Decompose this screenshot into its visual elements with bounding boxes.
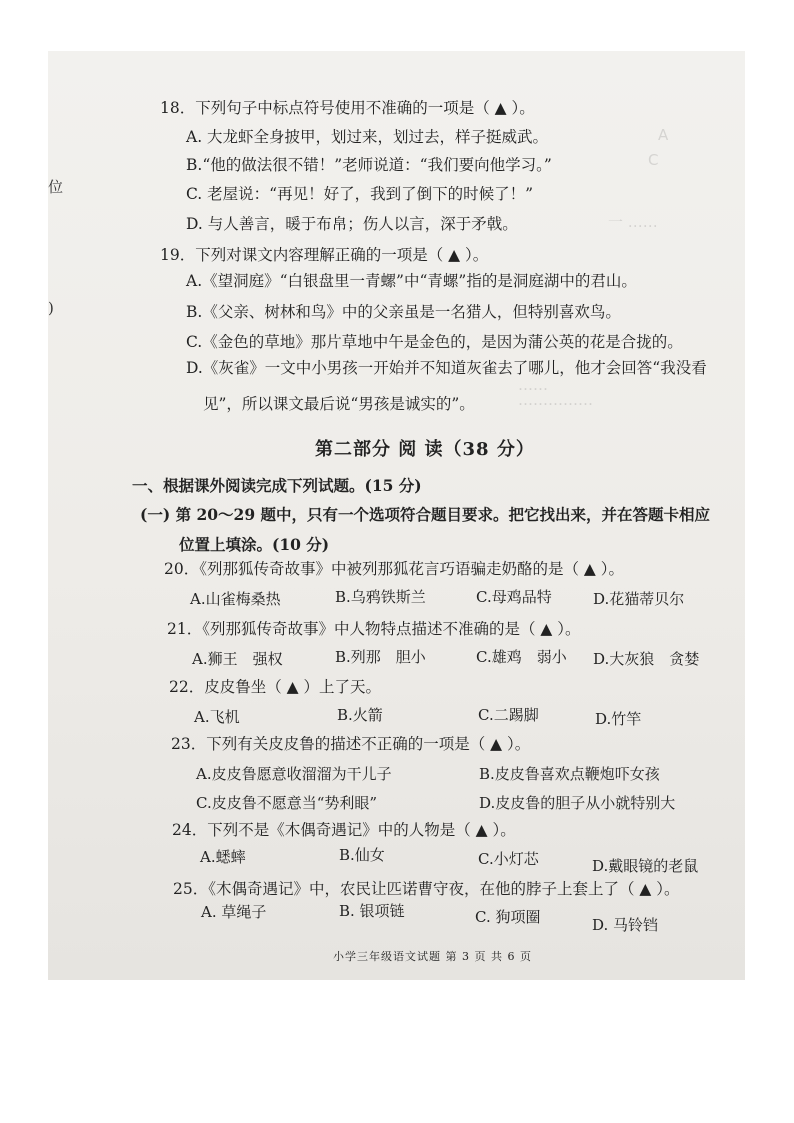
part-two-title: 第二部分 阅 读（38 分）: [315, 439, 535, 460]
margin-fragment: ): [48, 299, 54, 317]
question-22-option-c: C.二踢脚: [478, 706, 539, 724]
question-18-option-c: C. 老屋说：“再见！好了，我到了倒下的时候了！”: [186, 185, 534, 203]
question-20-option-b: B.乌鸦铁斯兰: [335, 588, 426, 606]
question-24-option-c: C.小灯芯: [478, 850, 539, 868]
question-25-option-d: D. 马铃铛: [592, 916, 659, 934]
question-18-option-b: B.“他的做法很不错！”老师说道：“我们要向他学习。”: [186, 156, 552, 174]
question-23-option-d: D.皮皮鲁的胆子从小就特别大: [479, 794, 676, 812]
question-20-option-c: C.母鸡品特: [476, 588, 552, 606]
question-25-stem: 25．《木偶奇遇记》中，农民让匹诺曹守夜，在他的脖子上套上了（ ▲ ）。: [173, 880, 680, 898]
section-one-instruction-line2: 位置上填涂。(10 分): [179, 535, 330, 554]
question-21-option-c: C.雄鸡 弱小: [476, 648, 567, 666]
question-18-option-d: D. 与人善言，暖于布帛；伤人以言，深于矛戟。: [186, 215, 518, 233]
question-20-stem: 20．《列那狐传奇故事》中被列那狐花言巧语骗走奶酪的是（ ▲ ）。: [164, 560, 624, 578]
bleed-through-text: A: [658, 126, 669, 144]
question-23-stem: 23．下列有关皮皮鲁的描述不正确的一项是（ ▲ ）。: [171, 735, 531, 753]
question-20-option-a: A.山雀梅桑热: [190, 590, 281, 608]
exam-page-photo: [48, 51, 745, 980]
question-25-option-b: B. 银项链: [339, 902, 405, 920]
question-19-option-c: C.《金色的草地》那片草地中午是金色的，是因为蒲公英的花是合拢的。: [186, 333, 683, 351]
bleed-through-text: ……: [518, 376, 548, 394]
question-23-option-a: A.皮皮鲁愿意收溜溜为干儿子: [196, 765, 392, 783]
section-one-heading: 一、根据课外阅读完成下列试题。(15 分): [132, 476, 422, 495]
bleed-through-text: C: [648, 151, 659, 169]
question-19-option-b: B.《父亲、树林和鸟》中的父亲虽是一名猎人，但特别喜欢鸟。: [186, 303, 621, 321]
section-one-instruction-line1: (一) 第 20～29 题中，只有一个选项符合题目要求。把它找出来，并在答题卡相应: [140, 505, 710, 524]
bleed-through-text: 一 ……: [608, 213, 658, 231]
margin-fragment: 位: [48, 178, 64, 196]
question-23-option-c: C.皮皮鲁不愿意当“势利眼”: [196, 794, 378, 812]
question-24-option-b: B.仙女: [339, 846, 385, 864]
question-22-option-b: B.火箭: [337, 706, 383, 724]
question-19-option-d-line2: 见”，所以课文最后说“男孩是诚实的”。: [203, 395, 475, 413]
question-24-stem: 24．下列不是《木偶奇遇记》中的人物是（ ▲ ）。: [172, 821, 516, 839]
question-24-option-d: D.戴眼镜的老鼠: [592, 857, 699, 875]
question-19-option-a: A.《望洞庭》“白银盘里一青螺”中“青螺”指的是洞庭湖中的君山。: [186, 272, 637, 290]
question-18-option-a: A. 大龙虾全身披甲，划过来，划过去，样子挺威武。: [186, 128, 549, 146]
bleed-through-text: ……………: [518, 391, 593, 409]
question-21-option-d: D.大灰狼 贪婪: [593, 650, 700, 668]
question-23-option-b: B.皮皮鲁喜欢点鞭炮吓女孩: [479, 765, 660, 783]
question-21-option-b: B.列那 胆小: [335, 648, 426, 666]
question-21-stem: 21．《列那狐传奇故事》中人物特点描述不准确的是（ ▲ ）。: [167, 620, 581, 638]
question-22-option-d: D.竹竿: [595, 710, 642, 728]
question-24-option-a: A.蟋蟀: [200, 848, 246, 866]
question-25-option-c: C. 狗项圈: [475, 908, 541, 926]
question-22-option-a: A.飞机: [194, 708, 240, 726]
question-20-option-d: D.花猫蒂贝尔: [593, 590, 685, 608]
question-25-option-a: A. 草绳子: [201, 903, 267, 921]
question-21-option-a: A.狮王 强权: [192, 650, 283, 668]
question-19-stem: 19．下列对课文内容理解正确的一项是（ ▲ ）。: [160, 246, 489, 264]
question-19-option-d-line1: D.《灰雀》一文中小男孩一开始并不知道灰雀去了哪儿，他才会回答“我没看: [186, 359, 707, 377]
question-18-stem: 18．下列句子中标点符号使用不准确的一项是（ ▲ ）。: [160, 99, 535, 117]
question-22-stem: 22．皮皮鲁坐（ ▲ ）上了天。: [169, 678, 381, 696]
page-footer: 小学三年级语文试题 第 3 页 共 6 页: [333, 950, 532, 963]
